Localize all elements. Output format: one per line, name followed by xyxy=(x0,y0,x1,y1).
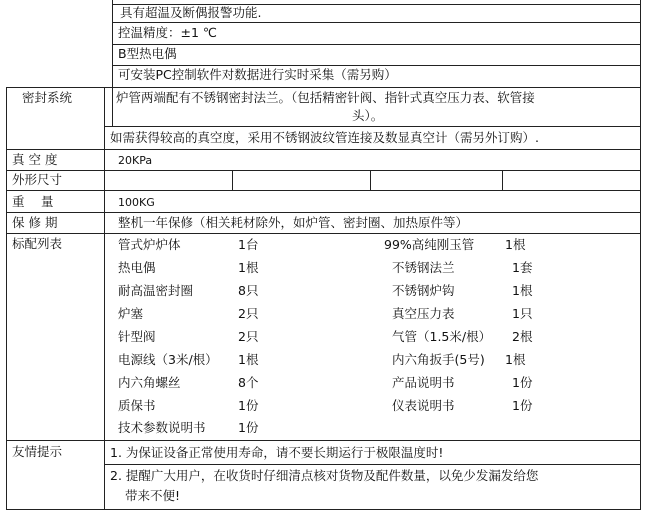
rule xyxy=(6,440,640,441)
packing-item-name: 内六角扳手(5号) xyxy=(392,352,485,367)
rule xyxy=(232,170,233,190)
rule xyxy=(502,170,503,190)
packing-item-qty: 2只 xyxy=(238,306,259,321)
spec-line: 控温精度：±1 ℃ xyxy=(118,25,217,40)
tip-item: 带来不便! xyxy=(125,488,181,503)
rule xyxy=(6,87,7,510)
packing-item-name: 气管（1.5米/根） xyxy=(392,329,492,344)
packing-item-name: 不锈钢炉钩 xyxy=(392,283,455,298)
packing-item-qty: 1份 xyxy=(512,398,533,413)
tip-item: 2. 提醒广大用户，在收货时仔细清点核对货物及配件数量，以免少发漏发给您 xyxy=(110,468,539,483)
packing-item-name: 99%高纯刚玉管 xyxy=(384,237,475,252)
packing-item-qty: 2根 xyxy=(512,329,533,344)
rule xyxy=(6,170,640,171)
rule xyxy=(6,87,640,88)
packing-item-name: 质保书 xyxy=(118,398,156,413)
packing-item-name: 内六角螺丝 xyxy=(118,375,181,390)
spec-line: 具有超温及断偶报警功能. xyxy=(120,5,262,20)
packing-item-name: 技术参数说明书 xyxy=(118,420,206,435)
row-label-tips: 友情提示 xyxy=(12,444,63,459)
warranty-value: 整机一年保修（相关耗材除外，如炉管、密封圈、加热原件等） xyxy=(118,215,469,230)
packing-item-qty: 1份 xyxy=(238,420,259,435)
rule xyxy=(640,0,641,510)
row-label-weight: 重 量 xyxy=(12,194,54,209)
packing-item-name: 电源线（3米/根） xyxy=(118,352,218,367)
seal-desc: 炉管两端配有不锈钢密封法兰。（包括精密针阀、指针式真空压力表、软管接 xyxy=(116,90,535,105)
rule xyxy=(6,149,640,150)
packing-item-qty: 1只 xyxy=(512,306,533,321)
rule xyxy=(6,190,640,191)
packing-item-qty: 1根 xyxy=(238,260,259,275)
rule xyxy=(112,65,640,66)
tip-item: 1. 为保证设备正常使用寿命，请不要长期运行于极限温度时! xyxy=(110,445,444,460)
rule xyxy=(6,212,640,213)
rule xyxy=(370,170,371,190)
rule xyxy=(104,464,640,465)
packing-item-qty: 1根 xyxy=(238,352,259,367)
rule xyxy=(104,87,105,510)
packing-item-name: 管式炉炉体 xyxy=(118,237,181,252)
packing-item-name: 针型阀 xyxy=(118,329,156,344)
row-label-dimensions: 外形尺寸 xyxy=(12,172,63,187)
packing-item-qty: 1台 xyxy=(238,237,259,252)
packing-item-qty: 2只 xyxy=(238,329,259,344)
seal-desc: 如需获得较高的真空度，采用不锈钢波纹管连接及数显真空计（需另外订购）. xyxy=(110,130,539,145)
rule xyxy=(6,509,640,510)
row-label-packing-list: 标配列表 xyxy=(12,236,63,251)
rule xyxy=(104,126,640,127)
row-label-warranty: 保 修 期 xyxy=(12,215,58,230)
seal-desc: 头）。 xyxy=(352,108,384,123)
packing-item-qty: 1根 xyxy=(512,283,533,298)
packing-item-qty: 1份 xyxy=(512,375,533,390)
packing-item-name: 真空压力表 xyxy=(392,306,455,321)
weight-value: 100KG xyxy=(118,196,155,209)
vacuum-value: 20KPa xyxy=(118,154,153,167)
rule xyxy=(6,233,640,234)
rule xyxy=(112,22,640,23)
packing-item-qty: 8个 xyxy=(238,375,259,390)
packing-item-qty: 1份 xyxy=(238,398,259,413)
packing-item-qty: 1根 xyxy=(505,352,526,367)
packing-item-qty: 8只 xyxy=(238,283,259,298)
packing-item-name: 热电偶 xyxy=(118,260,156,275)
packing-item-name: 炉塞 xyxy=(118,306,144,321)
rule xyxy=(112,0,113,126)
row-label-seal: 密封系统 xyxy=(22,90,73,105)
spec-line: 可安装PC控制软件对数据进行实时采集（需另购） xyxy=(118,67,397,82)
packing-item-name: 产品说明书 xyxy=(392,375,455,390)
packing-item-name: 耐高温密封圈 xyxy=(118,283,194,298)
packing-item-name: 仪表说明书 xyxy=(392,398,455,413)
spec-line: B型热电偶 xyxy=(118,46,177,61)
rule xyxy=(112,44,640,45)
packing-item-name: 不锈钢法兰 xyxy=(392,260,455,275)
packing-item-qty: 1根 xyxy=(505,237,526,252)
packing-item-qty: 1套 xyxy=(512,260,533,275)
row-label-vacuum: 真 空 度 xyxy=(12,152,58,167)
